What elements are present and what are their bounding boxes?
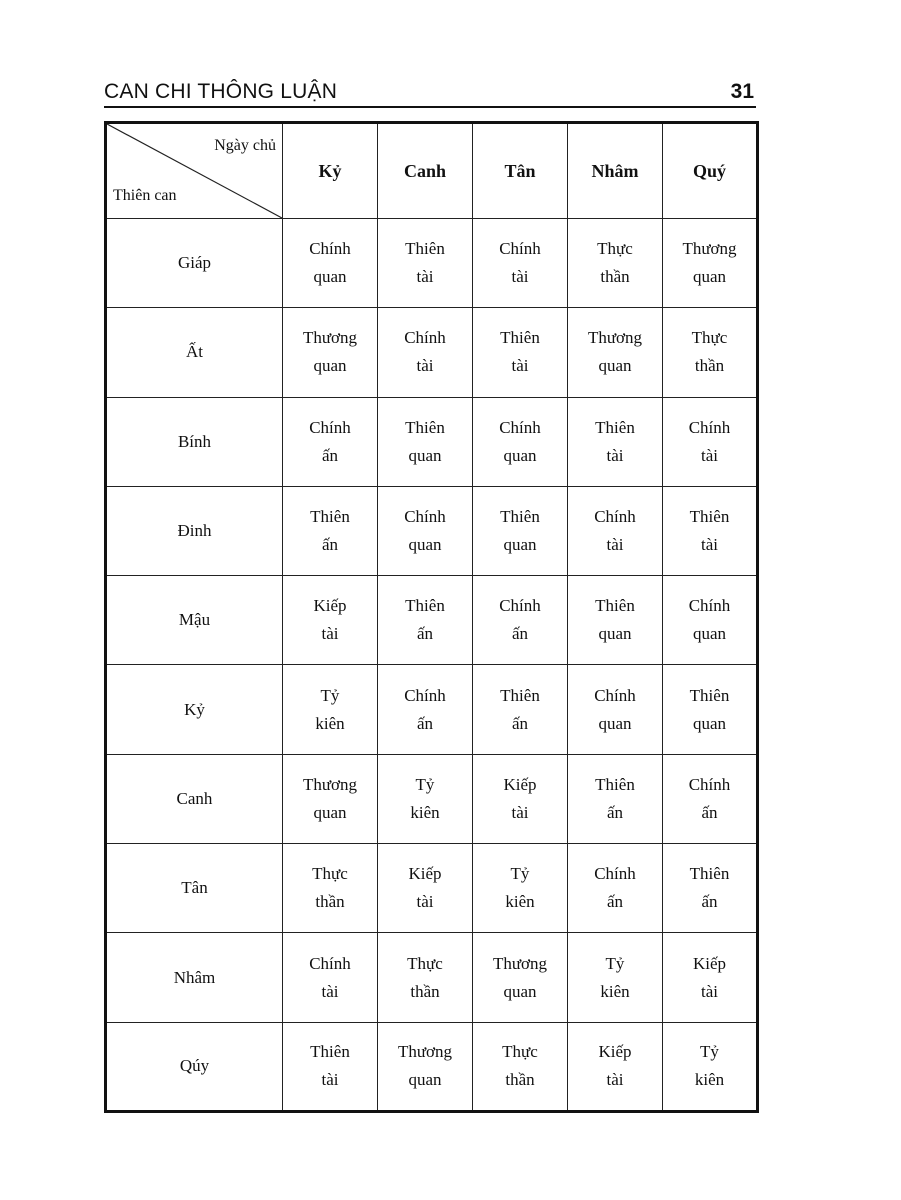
table-row — [106, 219, 758, 308]
cell-line-1: Kiếp — [313, 596, 347, 616]
corner-bottom-label: Thiên can — [113, 187, 177, 204]
cell-line-2: tài — [321, 1070, 339, 1090]
cell-line-1: Thiên — [595, 596, 635, 616]
cell-line-1: Thực — [407, 953, 443, 973]
cell-line-1: Chính — [688, 596, 731, 616]
cell-line-1: Kiếp — [503, 774, 537, 794]
cell-line-2: tài — [416, 356, 434, 376]
table-cell — [473, 576, 568, 665]
cell-line-1: Chính — [309, 239, 351, 259]
cell-line-2: thần — [315, 892, 345, 912]
page-number: 31 — [730, 80, 754, 103]
table-cell — [568, 576, 663, 665]
cell-line-2: tài — [511, 267, 529, 287]
cell-line-1: Thiên — [405, 596, 445, 616]
cell-line-1: Thương — [302, 328, 358, 348]
table-cell — [283, 754, 378, 843]
running-title: CAN CHI THÔNG LUẬN — [104, 80, 338, 103]
row-header: Canh — [106, 754, 283, 843]
cell-line-2: thần — [600, 267, 630, 287]
column-header: Quý — [663, 123, 758, 219]
cell-line-2: kiên — [410, 802, 440, 822]
cell-line-1: Thiên — [689, 507, 730, 527]
table-cell — [283, 308, 378, 397]
cell-line-2: tài — [511, 802, 529, 822]
cell-line-2: thần — [410, 981, 440, 1001]
cell-line-2: tài — [701, 445, 718, 465]
cell-line-1: Tỷ — [700, 1042, 719, 1062]
cell-line-2: tài — [606, 1070, 624, 1090]
cell-line-1: Chính — [499, 417, 541, 437]
table-cell — [473, 933, 568, 1022]
table-row — [106, 576, 758, 665]
table-cell — [568, 397, 663, 486]
row-header: Kỷ — [106, 665, 283, 754]
table-cell — [568, 219, 663, 308]
cell-line-2: quan — [692, 267, 727, 287]
table-row — [106, 308, 758, 397]
table-cell — [568, 1022, 663, 1111]
cell-line-1: Chính — [404, 685, 446, 705]
cell-line-2: quan — [598, 624, 632, 644]
cell-line-1: Thực — [312, 864, 348, 884]
table-cell — [473, 308, 568, 397]
cell-line-2: ấn — [416, 713, 434, 733]
cell-line-1: Thực — [597, 239, 633, 259]
cell-line-1: Kiếp — [598, 1042, 632, 1062]
table-cell — [283, 576, 378, 665]
table-cell — [663, 665, 758, 754]
cell-line-1: Chính — [594, 685, 636, 705]
cell-line-1: Chính — [594, 507, 636, 527]
cell-line-2: tài — [416, 267, 434, 287]
cell-line-1: Thương — [302, 774, 358, 794]
cell-line-2: kiên — [600, 981, 630, 1001]
row-header: Ất — [106, 308, 283, 397]
table-cell — [473, 219, 568, 308]
cell-line-2: quan — [598, 713, 632, 733]
table-cell — [378, 933, 473, 1022]
table-row — [106, 397, 758, 486]
table-cell — [283, 665, 378, 754]
cell-line-2: ấn — [701, 892, 718, 912]
row-header: Giáp — [106, 219, 283, 308]
row-header: Bính — [106, 397, 283, 486]
table-cell — [378, 397, 473, 486]
cell-line-2: quan — [692, 624, 727, 644]
cell-line-1: Thương — [682, 239, 737, 259]
table-cell — [663, 308, 758, 397]
cell-line-2: quan — [692, 713, 727, 733]
cell-line-2: quan — [503, 445, 537, 465]
cell-line-1: Thương — [492, 953, 548, 973]
table-cell — [378, 1022, 473, 1111]
table-cell — [663, 219, 758, 308]
table-row — [106, 754, 758, 843]
cell-line-1: Tỷ — [415, 774, 435, 794]
cell-line-1: Kiếp — [408, 864, 442, 884]
table-cell — [283, 933, 378, 1022]
corner-cell — [106, 123, 283, 219]
cell-line-2: tài — [321, 624, 339, 644]
cell-line-2: kiên — [505, 892, 535, 912]
cell-line-1: Chính — [404, 507, 446, 527]
cell-line-1: Thiên — [689, 685, 730, 705]
cell-line-1: Thiên — [500, 507, 540, 527]
table-cell — [568, 665, 663, 754]
cell-line-2: quan — [503, 981, 537, 1001]
cell-line-2: tài — [701, 535, 718, 555]
cell-line-2: ấn — [606, 892, 624, 912]
table-cell — [283, 397, 378, 486]
column-header: Kỷ — [283, 123, 378, 219]
corner-top-label: Ngày chủ — [214, 137, 276, 154]
table-row — [106, 665, 758, 754]
cell-line-1: Thương — [587, 328, 643, 348]
table-row — [106, 844, 758, 933]
table-cell — [378, 486, 473, 575]
table-cell — [568, 754, 663, 843]
table-cell — [283, 1022, 378, 1111]
cell-line-2: thần — [505, 1070, 535, 1090]
cell-line-1: Thiên — [310, 1042, 350, 1062]
cell-line-1: Thiên — [689, 864, 730, 884]
cell-line-2: quan — [598, 356, 632, 376]
table-cell — [378, 844, 473, 933]
table-cell — [378, 754, 473, 843]
column-header: Canh — [378, 123, 473, 219]
cell-line-2: tài — [701, 981, 718, 1001]
cell-line-1: Chính — [309, 953, 351, 973]
cell-line-2: ấn — [511, 713, 529, 733]
page-header — [104, 74, 756, 108]
column-header: Nhâm — [568, 123, 663, 219]
header-row — [106, 123, 758, 219]
cell-line-1: Chính — [499, 596, 541, 616]
table-cell — [663, 754, 758, 843]
table-cell — [473, 486, 568, 575]
cell-line-2: tài — [416, 892, 434, 912]
table-cell — [663, 933, 758, 1022]
cell-line-1: Thiên — [310, 507, 350, 527]
cell-line-1: Thiên — [500, 685, 540, 705]
cell-line-2: quan — [408, 445, 442, 465]
column-header: Tân — [473, 123, 568, 219]
cell-line-1: Tỷ — [320, 685, 340, 705]
cell-line-1: Tỷ — [510, 864, 530, 884]
cell-line-1: Thiên — [405, 239, 445, 259]
table-row — [106, 1022, 758, 1111]
cell-line-1: Chính — [404, 328, 446, 348]
table-cell — [568, 844, 663, 933]
table-cell — [378, 308, 473, 397]
table-cell — [663, 576, 758, 665]
table-cell — [663, 1022, 758, 1111]
row-header: Qúy — [106, 1022, 283, 1111]
table-row — [106, 933, 758, 1022]
cell-line-2: quan — [313, 356, 347, 376]
table-cell — [283, 219, 378, 308]
cell-line-1: Tỷ — [605, 953, 625, 973]
table-cell — [378, 219, 473, 308]
cell-line-2: ấn — [511, 624, 529, 644]
table-cell — [663, 844, 758, 933]
row-header: Nhâm — [106, 933, 283, 1022]
cell-line-2: tài — [511, 356, 529, 376]
cell-line-2: ấn — [701, 802, 718, 822]
table-cell — [568, 486, 663, 575]
table-cell — [568, 933, 663, 1022]
table-cell — [473, 1022, 568, 1111]
table-cell — [663, 397, 758, 486]
cell-line-2: thần — [694, 356, 725, 376]
row-header: Đinh — [106, 486, 283, 575]
table-cell — [473, 844, 568, 933]
cell-line-2: quan — [313, 267, 347, 287]
cell-line-1: Chính — [688, 774, 731, 794]
table-cell — [473, 397, 568, 486]
row-header: Mậu — [106, 576, 283, 665]
table-cell — [473, 665, 568, 754]
cell-line-2: kiên — [315, 713, 345, 733]
cell-line-1: Chính — [499, 239, 541, 259]
cell-line-2: ấn — [416, 624, 434, 644]
cell-line-1: Thực — [502, 1042, 538, 1062]
ten-gods-table — [104, 121, 759, 1113]
cell-line-2: tài — [606, 445, 624, 465]
cell-line-2: quan — [313, 802, 347, 822]
table-cell — [283, 844, 378, 933]
table-cell — [283, 486, 378, 575]
table-cell — [568, 308, 663, 397]
cell-line-2: ấn — [606, 802, 624, 822]
cell-line-1: Thực — [691, 328, 728, 348]
cell-line-2: kiên — [694, 1070, 725, 1090]
table-cell — [663, 486, 758, 575]
cell-line-2: quan — [408, 535, 442, 555]
cell-line-2: tài — [321, 981, 339, 1001]
cell-line-1: Chính — [594, 864, 636, 884]
cell-line-1: Chính — [309, 417, 351, 437]
cell-line-1: Chính — [688, 417, 731, 437]
cell-line-2: tài — [606, 535, 624, 555]
table-cell — [473, 754, 568, 843]
cell-line-1: Thiên — [500, 328, 540, 348]
cell-line-1: Kiếp — [692, 953, 727, 973]
table-cell — [378, 576, 473, 665]
table-cell — [378, 665, 473, 754]
row-header: Tân — [106, 844, 283, 933]
cell-line-2: ấn — [321, 535, 339, 555]
cell-line-2: ấn — [321, 445, 339, 465]
cell-line-1: Thiên — [595, 417, 635, 437]
cell-line-2: quan — [408, 1070, 442, 1090]
cell-line-2: quan — [503, 535, 537, 555]
cell-line-1: Thương — [397, 1042, 453, 1062]
cell-line-1: Thiên — [405, 417, 445, 437]
cell-line-1: Thiên — [595, 774, 635, 794]
table-row — [106, 486, 758, 575]
